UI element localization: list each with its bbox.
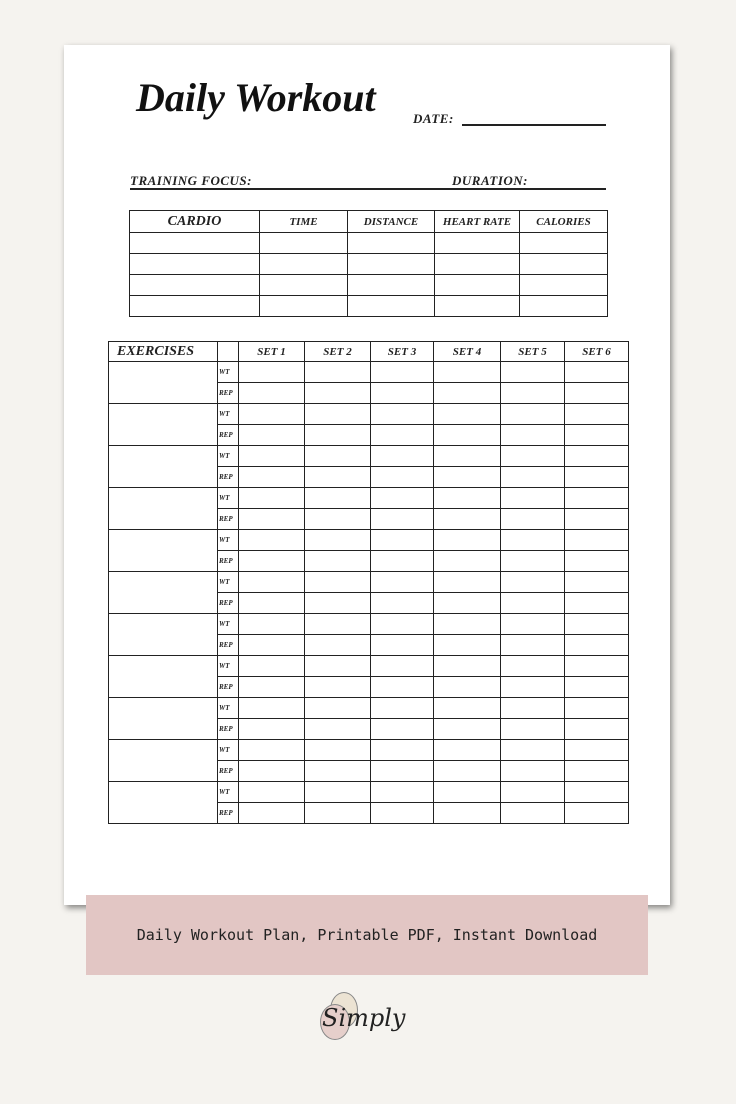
set-cell[interactable] (371, 698, 434, 719)
set-cell[interactable] (305, 698, 371, 719)
set-cell[interactable] (371, 656, 434, 677)
cardio-cell[interactable] (348, 296, 435, 317)
exercise-row (109, 782, 629, 803)
set-cell[interactable] (371, 509, 434, 530)
sheet-title: Daily Workout (136, 75, 376, 120)
logo-text: Simply (322, 1004, 406, 1032)
focus-duration-line (130, 188, 606, 190)
set-cell[interactable] (371, 362, 434, 383)
exercise-row (109, 404, 629, 425)
reps-label: REP (218, 677, 239, 698)
set-cell[interactable] (434, 593, 501, 614)
exercise-header-set-2: SET 2 (305, 342, 371, 362)
set-cell[interactable] (239, 677, 305, 698)
set-cell[interactable] (434, 551, 501, 572)
set-cell[interactable] (371, 425, 434, 446)
date-line (462, 124, 606, 126)
set-cell[interactable] (305, 362, 371, 383)
set-cell[interactable] (565, 509, 629, 530)
training-focus-label: TRAINING FOCUS: (130, 173, 252, 188)
exercise-row (109, 488, 629, 509)
exercise-header-blank (218, 342, 239, 362)
exercise-row (109, 740, 629, 761)
set-cell[interactable] (371, 803, 434, 824)
set-cell[interactable] (434, 572, 501, 593)
reps-label: REP (218, 593, 239, 614)
exercise-row (109, 572, 629, 593)
set-cell[interactable] (371, 593, 434, 614)
reps-label: REP (218, 383, 239, 404)
weight-label: WT (218, 488, 239, 509)
set-cell[interactable] (371, 467, 434, 488)
exercise-name-cell[interactable] (109, 488, 218, 530)
set-cell[interactable] (371, 404, 434, 425)
set-cell[interactable] (371, 614, 434, 635)
set-cell[interactable] (565, 803, 629, 824)
set-cell[interactable] (371, 761, 434, 782)
set-cell[interactable] (565, 782, 629, 803)
cardio-cell[interactable] (130, 275, 260, 296)
set-cell[interactable] (239, 761, 305, 782)
set-cell[interactable] (565, 530, 629, 551)
set-cell[interactable] (565, 446, 629, 467)
banner-text: Daily Workout Plan, Printable PDF, Instant Download (136, 926, 598, 944)
set-cell[interactable] (434, 362, 501, 383)
set-cell[interactable] (501, 446, 565, 467)
set-cell[interactable] (305, 530, 371, 551)
set-cell[interactable] (305, 383, 371, 404)
set-cell[interactable] (434, 803, 501, 824)
exercise-header-set-6: SET 6 (565, 342, 629, 362)
cardio-cell[interactable] (130, 233, 260, 254)
set-cell[interactable] (565, 614, 629, 635)
cardio-row (130, 233, 608, 254)
set-cell[interactable] (239, 635, 305, 656)
set-cell[interactable] (565, 656, 629, 677)
cardio-cell[interactable] (260, 296, 348, 317)
cardio-header-cardio: CARDIO (130, 211, 260, 233)
set-cell[interactable] (434, 698, 501, 719)
set-cell[interactable] (239, 593, 305, 614)
set-cell[interactable] (305, 593, 371, 614)
reps-label: REP (218, 761, 239, 782)
set-cell[interactable] (565, 677, 629, 698)
set-cell[interactable] (239, 467, 305, 488)
set-cell[interactable] (239, 383, 305, 404)
weight-label: WT (218, 530, 239, 551)
exercise-row (109, 698, 629, 719)
set-cell[interactable] (565, 572, 629, 593)
exercises-table (108, 341, 629, 824)
exercise-name-cell[interactable] (109, 530, 218, 572)
set-cell[interactable] (239, 614, 305, 635)
set-cell[interactable] (434, 740, 501, 761)
exercise-name-cell[interactable] (109, 656, 218, 698)
set-cell[interactable] (305, 509, 371, 530)
set-cell[interactable] (565, 593, 629, 614)
set-cell[interactable] (305, 761, 371, 782)
set-cell[interactable] (305, 614, 371, 635)
set-cell[interactable] (501, 698, 565, 719)
exercise-name-cell[interactable] (109, 446, 218, 488)
set-cell[interactable] (501, 782, 565, 803)
set-cell[interactable] (501, 551, 565, 572)
exercise-row (109, 614, 629, 635)
brand-logo (318, 990, 428, 1050)
set-cell[interactable] (501, 362, 565, 383)
weight-label: WT (218, 698, 239, 719)
set-cell[interactable] (305, 467, 371, 488)
set-cell[interactable] (434, 530, 501, 551)
set-cell[interactable] (434, 404, 501, 425)
set-cell[interactable] (501, 467, 565, 488)
set-cell[interactable] (501, 677, 565, 698)
set-cell[interactable] (305, 719, 371, 740)
set-cell[interactable] (239, 740, 305, 761)
set-cell[interactable] (371, 719, 434, 740)
set-cell[interactable] (305, 446, 371, 467)
cardio-header-calories: CALORIES (520, 211, 608, 233)
cardio-cell[interactable] (260, 254, 348, 275)
set-cell[interactable] (501, 593, 565, 614)
cardio-cell[interactable] (260, 233, 348, 254)
exercise-row (109, 530, 629, 551)
set-cell[interactable] (239, 803, 305, 824)
weight-label: WT (218, 656, 239, 677)
set-cell[interactable] (305, 740, 371, 761)
set-cell[interactable] (305, 572, 371, 593)
weight-label: WT (218, 782, 239, 803)
set-cell[interactable] (565, 635, 629, 656)
set-cell[interactable] (434, 509, 501, 530)
set-cell[interactable] (239, 509, 305, 530)
set-cell[interactable] (371, 782, 434, 803)
exercise-header-set-5: SET 5 (501, 342, 565, 362)
cardio-cell[interactable] (435, 254, 520, 275)
cardio-cell[interactable] (130, 254, 260, 275)
cardio-cell[interactable] (348, 275, 435, 296)
exercise-name-cell[interactable] (109, 404, 218, 446)
reps-label: REP (218, 551, 239, 572)
set-cell[interactable] (239, 719, 305, 740)
set-cell[interactable] (371, 635, 434, 656)
set-cell[interactable] (501, 740, 565, 761)
set-cell[interactable] (501, 719, 565, 740)
exercise-header-exercises: EXERCISES (109, 342, 218, 362)
set-cell[interactable] (239, 656, 305, 677)
exercise-row (109, 362, 629, 383)
set-cell[interactable] (305, 488, 371, 509)
set-cell[interactable] (239, 698, 305, 719)
duration-label: DURATION: (452, 173, 529, 188)
set-cell[interactable] (239, 425, 305, 446)
set-cell[interactable] (434, 656, 501, 677)
date-label: DATE: (413, 111, 454, 126)
cardio-row (130, 275, 608, 296)
set-cell[interactable] (239, 782, 305, 803)
set-cell[interactable] (501, 656, 565, 677)
set-cell[interactable] (565, 404, 629, 425)
set-cell[interactable] (371, 530, 434, 551)
set-cell[interactable] (434, 488, 501, 509)
weight-label: WT (218, 740, 239, 761)
set-cell[interactable] (305, 656, 371, 677)
set-cell[interactable] (565, 488, 629, 509)
set-cell[interactable] (305, 425, 371, 446)
set-cell[interactable] (434, 467, 501, 488)
set-cell[interactable] (239, 488, 305, 509)
set-cell[interactable] (371, 551, 434, 572)
set-cell[interactable] (305, 782, 371, 803)
cardio-row (130, 254, 608, 275)
set-cell[interactable] (305, 404, 371, 425)
exercise-name-cell[interactable] (109, 572, 218, 614)
reps-label: REP (218, 467, 239, 488)
reps-label: REP (218, 509, 239, 530)
set-cell[interactable] (565, 761, 629, 782)
set-cell[interactable] (371, 446, 434, 467)
set-cell[interactable] (565, 719, 629, 740)
exercise-name-cell[interactable] (109, 614, 218, 656)
set-cell[interactable] (434, 614, 501, 635)
set-cell[interactable] (305, 677, 371, 698)
cardio-header-distance: DISTANCE (348, 211, 435, 233)
set-cell[interactable] (565, 425, 629, 446)
reps-label: REP (218, 425, 239, 446)
set-cell[interactable] (565, 383, 629, 404)
cardio-cell[interactable] (520, 254, 608, 275)
set-cell[interactable] (501, 635, 565, 656)
set-cell[interactable] (501, 509, 565, 530)
weight-label: WT (218, 362, 239, 383)
exercise-name-cell[interactable] (109, 782, 218, 824)
set-cell[interactable] (565, 740, 629, 761)
exercise-header-set-4: SET 4 (434, 342, 501, 362)
set-cell[interactable] (501, 572, 565, 593)
cardio-row (130, 296, 608, 317)
set-cell[interactable] (305, 803, 371, 824)
cardio-cell[interactable] (520, 296, 608, 317)
set-cell[interactable] (434, 761, 501, 782)
exercise-row (109, 656, 629, 677)
weight-label: WT (218, 614, 239, 635)
cardio-cell[interactable] (348, 254, 435, 275)
set-cell[interactable] (305, 551, 371, 572)
cardio-cell[interactable] (435, 233, 520, 254)
set-cell[interactable] (501, 383, 565, 404)
exercise-header-set-1: SET 1 (239, 342, 305, 362)
set-cell[interactable] (434, 425, 501, 446)
set-cell[interactable] (501, 761, 565, 782)
set-cell[interactable] (239, 551, 305, 572)
reps-label: REP (218, 635, 239, 656)
set-cell[interactable] (434, 719, 501, 740)
cardio-cell[interactable] (260, 275, 348, 296)
cardio-cell[interactable] (435, 296, 520, 317)
weight-label: WT (218, 446, 239, 467)
set-cell[interactable] (501, 425, 565, 446)
set-cell[interactable] (565, 551, 629, 572)
cardio-cell[interactable] (348, 233, 435, 254)
set-cell[interactable] (239, 404, 305, 425)
cardio-cell[interactable] (520, 233, 608, 254)
set-cell[interactable] (239, 572, 305, 593)
set-cell[interactable] (371, 488, 434, 509)
set-cell[interactable] (371, 383, 434, 404)
exercise-header-set-3: SET 3 (371, 342, 434, 362)
set-cell[interactable] (501, 530, 565, 551)
set-cell[interactable] (434, 383, 501, 404)
set-cell[interactable] (565, 362, 629, 383)
exercise-name-cell[interactable] (109, 698, 218, 740)
product-banner (86, 895, 648, 975)
set-cell[interactable] (501, 614, 565, 635)
cardio-header-heart-rate: HEART RATE (435, 211, 520, 233)
set-cell[interactable] (371, 572, 434, 593)
weight-label: WT (218, 572, 239, 593)
exercise-name-cell[interactable] (109, 740, 218, 782)
set-cell[interactable] (239, 446, 305, 467)
set-cell[interactable] (239, 530, 305, 551)
set-cell[interactable] (371, 740, 434, 761)
exercise-row (109, 446, 629, 467)
weight-label: WT (218, 404, 239, 425)
set-cell[interactable] (434, 677, 501, 698)
set-cell[interactable] (565, 698, 629, 719)
set-cell[interactable] (501, 488, 565, 509)
set-cell[interactable] (434, 635, 501, 656)
set-cell[interactable] (501, 803, 565, 824)
cardio-cell[interactable] (520, 275, 608, 296)
reps-label: REP (218, 719, 239, 740)
set-cell[interactable] (565, 467, 629, 488)
exercise-name-cell[interactable] (109, 362, 218, 404)
set-cell[interactable] (305, 635, 371, 656)
cardio-cell[interactable] (435, 275, 520, 296)
set-cell[interactable] (501, 404, 565, 425)
reps-label: REP (218, 803, 239, 824)
set-cell[interactable] (434, 782, 501, 803)
set-cell[interactable] (239, 362, 305, 383)
cardio-cell[interactable] (130, 296, 260, 317)
cardio-header-time: TIME (260, 211, 348, 233)
set-cell[interactable] (371, 677, 434, 698)
set-cell[interactable] (434, 446, 501, 467)
cardio-table (129, 210, 608, 317)
